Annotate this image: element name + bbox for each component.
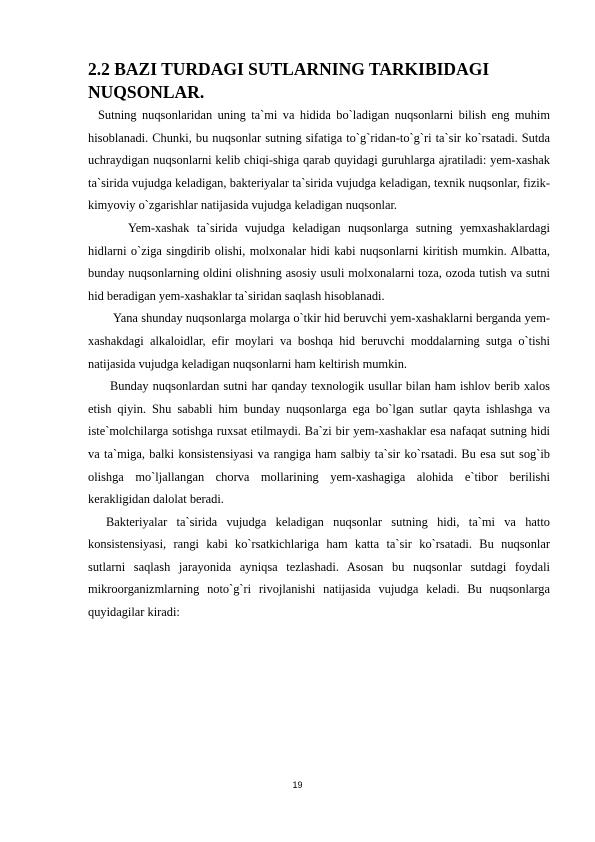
body-text [88,104,550,624]
page-number: 19 [292,780,303,790]
heading-line-1: 2.2 BAZI TURDAGI SUTLARNING TARKIBIDAGI [88,59,490,79]
section-heading [88,58,558,104]
paragraph: Bunday nuqsonlardan sutni har qanday texnologik usullar bilan ham ishlov berib xalos etish qiyin. Shu sababli him bunday nuqsonlarga ega bo`lgan sutlar qayta ishlashga va iste`molchilarga sotishga ruxsat etilmaydi. Ba`zi bir yem-xashaklar esa nafaqat sutning hidi va ta`miga, balki konsistensiyasi va rangiga ham salbiy ta`sir ko`rsatadi. Bu esa sut sog`ib olishga mo`ljallangan chorva mollarining yem-xashagiga alohida e`tibor berilishi kerakligidan dalolat beradi. [88,379,550,507]
paragraph: Bakteriyalar ta`sirida vujudga keladigan nuqsonlar sutning hidi, ta`mi va hatto konsistensiyasi, rangi kabi ko`rsatkichlariga ham katta ta`sir ko`rsatadi. Bu nuqsonlar sutlarni saqlash jarayonida ayniqsa tezlashadi. Asosan bu nuqsonlar sutdagi foydali mikroorganizmlarning noto`g`ri rivojlanishi natijasida vujudga keladi. Bu nuqsonlarga quyidagilar kiradi: [88,514,550,620]
paragraph: Sutning nuqsonlaridan uning ta`mi va hidida bo`ladigan nuqsonlarni bilish eng muhim hisoblanadi. Chunki, bu nuqsonlar sutning sifatiga to`g`ridan-to`g`ri ta`sir ko`rsatadi. Sutda uchraydigan nuqsonlarni kelib chiqi-shiga qarab quyidagi guruhlarga ajratiladi: yem-xashak ta`sirida vujudga keladigan, bakteriyalar ta`sirida vujudga keladigan, texnik nuqsonlar, fizik-kimyoviy o`zgarishlar natijasida vujudga keladigan nuqsonlar. [88,108,550,213]
heading-line-2: NUQSONLAR. [88,82,205,102]
paragraph: Yem-xashak ta`sirida vujudga keladigan nuqsonlarga sutning yemxashaklardagi hidlarni o`ziga singdirib olishi, molxonalar hidi kabi nuqsonlarni kiritish mumkin. Albatta, bunday nuqsonlarning oldini olishning asosiy usuli molxonalarni toza, ozoda tutish va sutni hid beradigan yem-xashaklar ta`siridan saqlash hisoblanadi. [88,220,550,303]
paragraph: Yana shunday nuqsonlarga molarga o`tkir hid beruvchi yem-xashaklarni berganda yem-xashakdagi alkaloidlar, efir moylari va boshqa hid beruvchi moddalarning sutga o`tishi natijasida vujudga keladigan nuqsonlarni ham keltirish mumkin. [88,311,550,371]
